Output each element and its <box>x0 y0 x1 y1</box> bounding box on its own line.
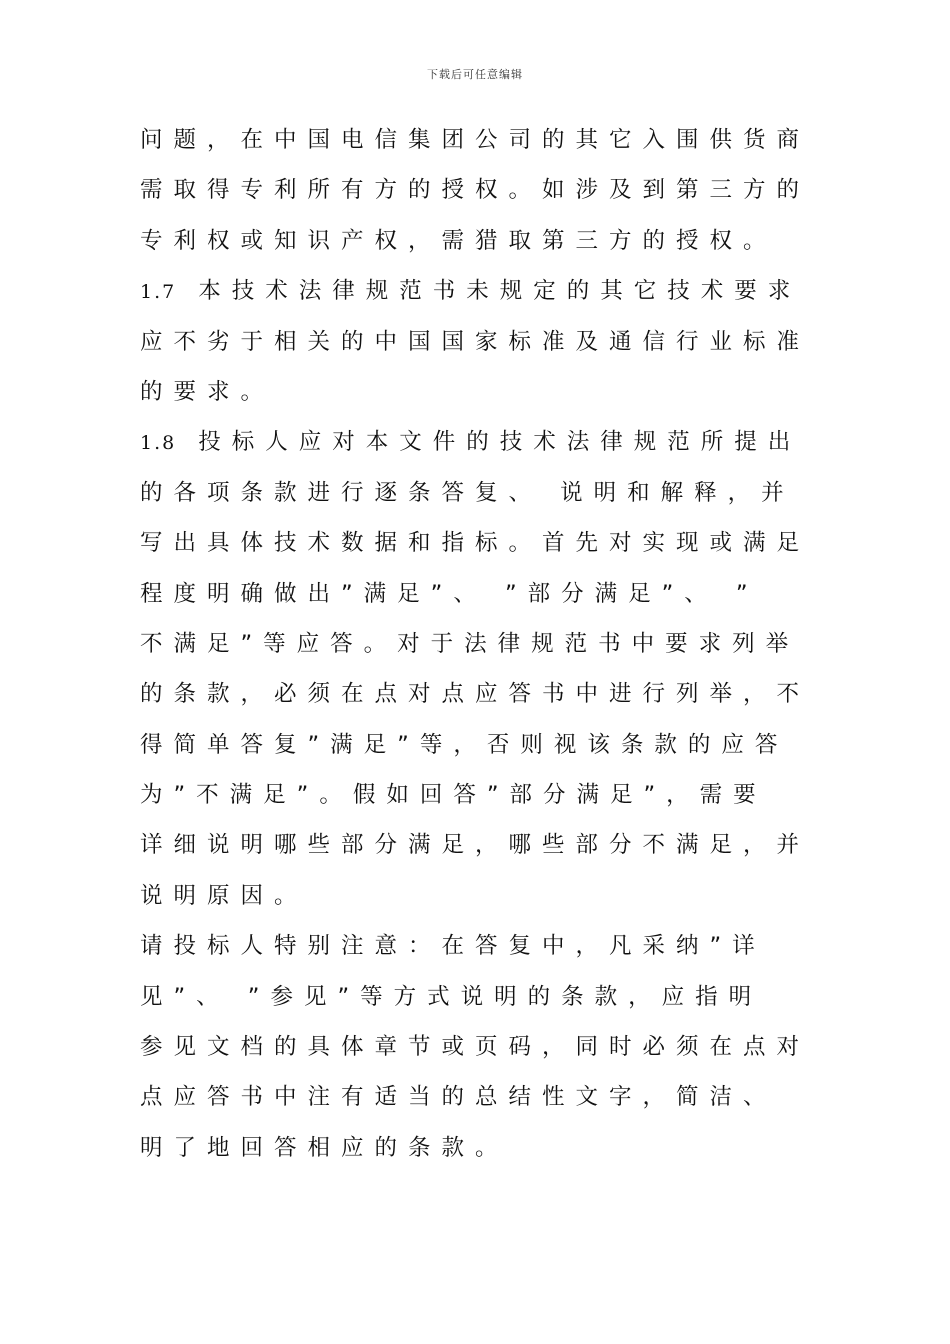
text-line: 的各项条款进行逐条答复、 说明和解释，并 <box>140 479 795 506</box>
text-line: 的要求。 <box>140 378 275 405</box>
section-1-8-line <box>140 417 820 467</box>
text-line: 点应答书中注有适当的总结性文字，简洁、 <box>140 1084 777 1111</box>
section-number: 1.7 <box>140 281 177 304</box>
text-line: 为”不满足”。假如回答”部分满足”，需要 <box>140 782 767 809</box>
text-line: 说明原因。 <box>140 882 308 909</box>
document-body <box>140 115 820 1173</box>
text-line: 本技术法律规范书未规定的其它技术要求 <box>198 278 802 305</box>
text-line: 见”、 ”参见”等方式说明的条款，应指明 <box>140 983 763 1010</box>
text-line: 详细说明哪些部分满足，哪些部分不满足，并 <box>140 832 811 859</box>
text-line: 问题，在中国电信集团公司的其它入围供货商 <box>140 127 811 153</box>
text-line: 请投标人特别注意：在答复中，凡采纳”详 <box>140 933 766 960</box>
text-line: 明了地回答相应的条款。 <box>140 1134 509 1161</box>
text-line: 投标人应对本文件的技术法律规范所提出 <box>198 429 802 456</box>
section-1-7-line <box>140 266 820 316</box>
text-line: 不满足”等应答。对于法律规范书中要求列举 <box>140 630 800 657</box>
text-line: 参见文档的具体章节或页码，同时必须在点对 <box>140 1034 811 1061</box>
page-header-note: 下载后可任意编辑 <box>427 68 523 81</box>
text-line: 需取得专利所有方的授权。如涉及到第三方的 <box>140 177 811 204</box>
text-line: 应不劣于相关的中国国家标准及通信行业标准 <box>140 328 811 355</box>
section-number: 1.8 <box>140 432 177 455</box>
text-line: 得简单答复”满足”等，否则视该条款的应答 <box>140 731 789 758</box>
text-line: 专利权或知识产权，需猎取第三方的授权。 <box>140 227 777 254</box>
text-line: 程度明确做出”满足”、 ”部分满足”、 ” <box>140 580 759 607</box>
text-line: 的条款，必须在点对点应答书中进行列举，不 <box>140 681 811 708</box>
text-line: 写出具体技术数据和指标。首先对实现或满足 <box>140 530 811 557</box>
